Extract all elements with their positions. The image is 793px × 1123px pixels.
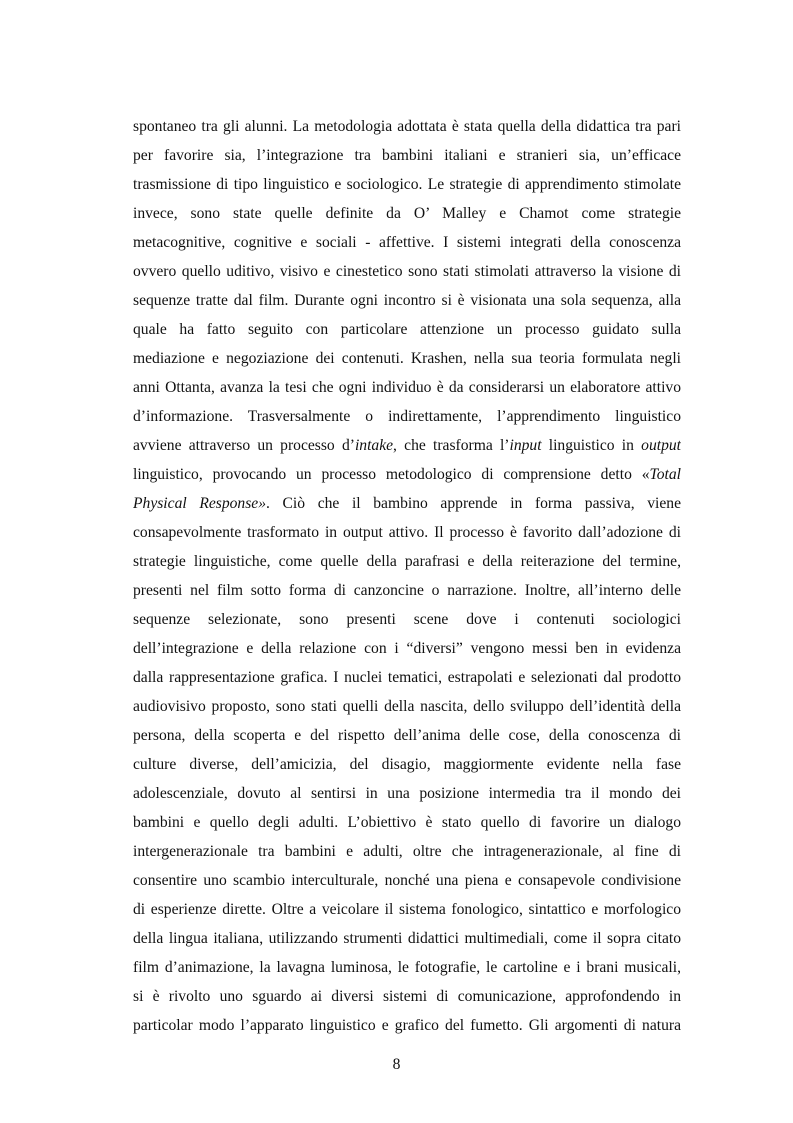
- text-line: [133, 895, 681, 924]
- text-segment: adolescenziale, dovuto al sentirsi in una posizione intermedia tra il mondo dei: [133, 785, 681, 802]
- text-line: [133, 199, 681, 228]
- text-line: [133, 112, 681, 141]
- text-segment: si è rivolto uno sguardo ai diversi sistemi di comunicazione, approfondendo in: [133, 988, 681, 1005]
- text-segment: , che trasforma l’: [393, 437, 510, 454]
- text-line: [133, 1011, 681, 1040]
- text-line: [133, 228, 681, 257]
- italic-text: Physical Response»: [133, 495, 267, 512]
- text-line: [133, 257, 681, 286]
- text-segment: audiovisivo proposto, sono stati quelli della nascita, dello sviluppo dell’identità della: [133, 698, 681, 715]
- text-segment: strategie linguistiche, come quelle della parafrasi e della reiterazione del termine,: [133, 553, 681, 570]
- text-line: [133, 489, 681, 518]
- text-segment: trasmissione di tipo linguistico e sociologico. Le strategie di apprendimento stimolate: [133, 176, 681, 193]
- text-segment: persona, della scoperta e del rispetto dell’anima delle cose, della conoscenza di: [133, 727, 681, 744]
- text-segment: . Ciò che il bambino apprende in forma passiva, viene: [266, 495, 681, 512]
- text-line: [133, 692, 681, 721]
- text-segment: ovvero quello uditivo, visivo e cinestetico sono stati stimolati attraverso la visione di: [133, 263, 681, 280]
- text-segment: della lingua italiana, utilizzando strumenti didattici multimediali, come il sopra citato: [133, 930, 681, 947]
- text-line: [133, 518, 681, 547]
- italic-text: output: [641, 437, 681, 454]
- text-line: [133, 315, 681, 344]
- text-segment: di esperienze dirette. Oltre a veicolare il sistema fonologico, sintattico e morfologico: [133, 901, 681, 918]
- text-segment: per favorire sia, l’integrazione tra bambini italiani e stranieri sia, un’efficace: [133, 147, 681, 164]
- text-line: [133, 344, 681, 373]
- text-line: [133, 576, 681, 605]
- text-segment: dalla rappresentazione grafica. I nuclei tematici, estrapolati e selezionati dal prodotto: [133, 669, 681, 686]
- text-line: [133, 750, 681, 779]
- text-segment: avviene attraverso un processo d’: [133, 437, 355, 454]
- text-segment: d’informazione. Trasversalmente o indirettamente, l’apprendimento linguistico: [133, 408, 681, 425]
- text-segment: anni Ottanta, avanza la tesi che ogni individuo è da considerarsi un elaboratore attivo: [133, 379, 681, 396]
- text-segment: mediazione e negoziazione dei contenuti. Krashen, nella sua teoria formulata negli: [133, 350, 681, 367]
- text-line: [133, 431, 681, 460]
- text-segment: invece, sono state quelle definite da O’ Malley e Chamot come strategie: [133, 205, 681, 222]
- text-line: [133, 547, 681, 576]
- text-segment: bambini e quello degli adulti. L’obiettivo è stato quello di favorire un dialogo: [133, 814, 681, 831]
- text-line: [133, 953, 681, 982]
- text-segment: sequenze tratte dal film. Durante ogni incontro si è visionata una sola sequenza, alla: [133, 292, 681, 309]
- italic-text: input: [509, 437, 542, 454]
- text-segment: consapevolmente trasformato in output attivo. Il processo è favorito dall’adozione di: [133, 524, 681, 541]
- body-text: [133, 112, 681, 1040]
- text-line: [133, 779, 681, 808]
- text-line: [133, 837, 681, 866]
- text-line: [133, 808, 681, 837]
- text-line: [133, 141, 681, 170]
- text-segment: presenti nel film sotto forma di canzoncine o narrazione. Inoltre, all’interno delle: [133, 582, 681, 599]
- text-line: [133, 721, 681, 750]
- italic-text: Total: [649, 466, 681, 483]
- text-line: [133, 605, 681, 634]
- text-line: [133, 663, 681, 692]
- text-segment: quale ha fatto seguito con particolare attenzione un processo guidato sulla: [133, 321, 681, 338]
- text-segment: consentire uno scambio interculturale, nonché una piena e consapevole condivisione: [133, 872, 681, 889]
- text-segment: intergenerazionale tra bambini e adulti, oltre che intragenerazionale, al fine di: [133, 843, 681, 860]
- text-segment: culture diverse, dell’amicizia, del disagio, maggiormente evidente nella fase: [133, 756, 681, 773]
- text-line: [133, 170, 681, 199]
- text-line: [133, 634, 681, 663]
- text-line: [133, 402, 681, 431]
- text-line: [133, 866, 681, 895]
- text-segment: dell’integrazione e della relazione con i “diversi” vengono messi ben in evidenza: [133, 640, 681, 657]
- text-line: [133, 286, 681, 315]
- text-line: [133, 924, 681, 953]
- text-segment: spontaneo tra gli alunni. La metodologia adottata è stata quella della didattica tra pari: [133, 118, 681, 135]
- italic-text: intake: [354, 437, 394, 454]
- text-line: [133, 373, 681, 402]
- text-segment: linguistico in: [541, 437, 642, 454]
- text-segment: metacognitive, cognitive e sociali - affettive. I sistemi integrati della conoscenza: [133, 234, 681, 251]
- text-line: [133, 982, 681, 1011]
- text-segment: film d’animazione, la lavagna luminosa, le fotografie, le cartoline e i brani musicali,: [133, 959, 681, 976]
- text-segment: linguistico, provocando un processo metodologico di comprensione detto «: [133, 466, 650, 483]
- text-segment: sequenze selezionate, sono presenti scene dove i contenuti sociologici: [133, 611, 681, 628]
- text-segment: particolar modo l’apparato linguistico e grafico del fumetto. Gli argomenti di natura: [133, 1017, 681, 1034]
- page-number: 8: [392, 1056, 401, 1073]
- text-line: [133, 460, 681, 489]
